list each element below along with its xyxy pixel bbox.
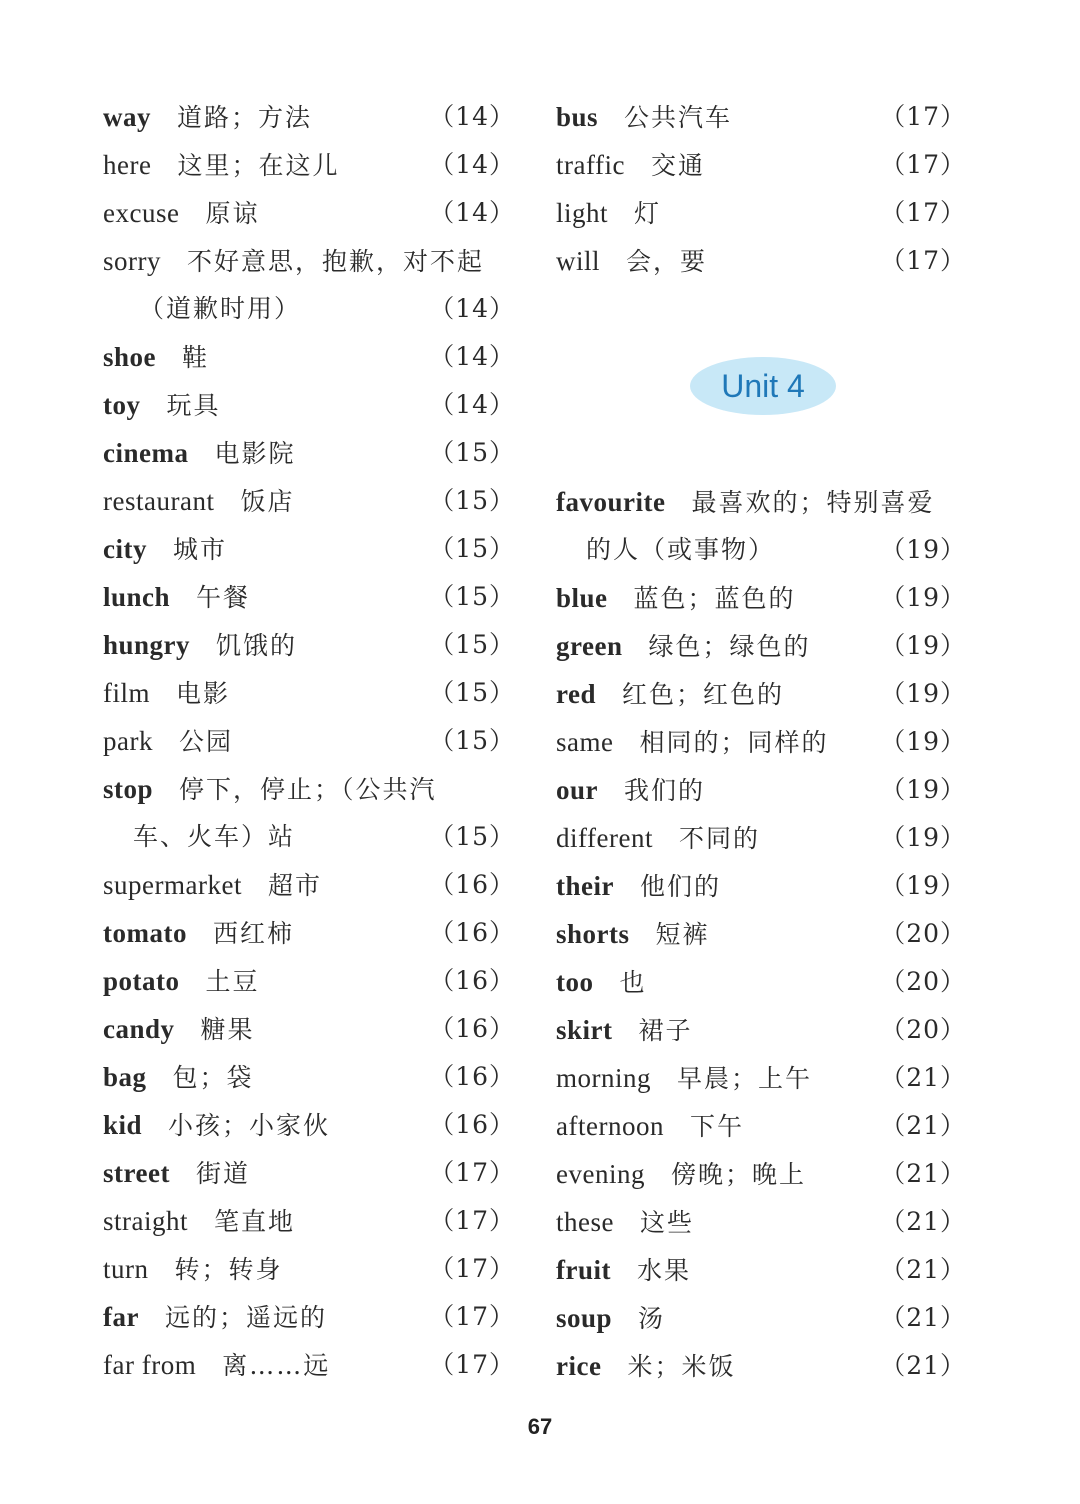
vocab-word: these bbox=[556, 1207, 614, 1237]
page-reference: （14） bbox=[429, 294, 515, 323]
vocab-entry bbox=[556, 1006, 966, 1054]
vocab-word: restaurant bbox=[103, 486, 215, 516]
vocab-entry bbox=[556, 766, 966, 814]
vocab-meaning: 小孩；小家伙 bbox=[168, 1111, 331, 1140]
page-reference: （14） bbox=[429, 198, 515, 227]
vocab-meaning: 不同的 bbox=[678, 824, 760, 853]
page-reference: （20） bbox=[880, 1015, 966, 1044]
vocab-word: shorts bbox=[556, 919, 630, 949]
page-reference: （20） bbox=[880, 967, 966, 996]
vocab-word: their bbox=[556, 871, 614, 901]
vocab-entry bbox=[103, 957, 515, 1005]
vocab-entry bbox=[556, 718, 966, 766]
page-number: 67 bbox=[527, 1414, 553, 1439]
vocab-entry bbox=[103, 669, 515, 717]
vocab-entry bbox=[103, 477, 515, 525]
vocab-word: red bbox=[556, 679, 596, 709]
vocab-entry bbox=[103, 1245, 515, 1293]
vocab-meaning: 他们的 bbox=[639, 872, 721, 901]
vocab-word: different bbox=[556, 823, 653, 853]
page-reference: （19） bbox=[880, 631, 966, 660]
vocab-entry bbox=[103, 861, 515, 909]
vocab-entry bbox=[103, 141, 515, 189]
vocab-entry bbox=[556, 1150, 966, 1198]
vocab-meaning: 道路；方法 bbox=[177, 103, 313, 132]
vocab-word: potato bbox=[103, 966, 180, 996]
vocab-word: candy bbox=[103, 1014, 175, 1044]
vocab-word: traffic bbox=[556, 150, 625, 180]
vocab-word: far from bbox=[103, 1350, 197, 1380]
vocab-entry-continuation bbox=[103, 285, 515, 333]
vocab-meaning: 公园 bbox=[178, 727, 233, 756]
vocab-meaning: 饥饿的 bbox=[216, 631, 298, 660]
vocab-meaning: 傍晚；晚上 bbox=[670, 1160, 806, 1189]
page-reference: （14） bbox=[429, 102, 515, 131]
page-reference: （16） bbox=[429, 1062, 515, 1091]
page-reference: （16） bbox=[429, 966, 515, 995]
vocab-word: rice bbox=[556, 1351, 602, 1381]
vocab-word: green bbox=[556, 631, 623, 661]
vocab-meaning: 街道 bbox=[195, 1159, 250, 1188]
vocab-word: lunch bbox=[103, 582, 171, 612]
vocab-meaning: 这些 bbox=[639, 1208, 694, 1237]
vocab-word: same bbox=[556, 727, 614, 757]
vocab-meaning: 最喜欢的；特别喜爱 bbox=[691, 488, 935, 517]
page-reference: （15） bbox=[429, 726, 515, 755]
vocab-word: straight bbox=[103, 1206, 188, 1236]
page-reference: （19） bbox=[880, 775, 966, 804]
vocab-word: sorry bbox=[103, 246, 161, 276]
vocab-word: turn bbox=[103, 1254, 149, 1284]
vocab-meaning: 离……远 bbox=[222, 1351, 331, 1380]
vocab-entry bbox=[103, 93, 515, 141]
page-reference: （19） bbox=[880, 583, 966, 612]
vocab-meaning: 停下，停止；（公共汽 bbox=[179, 775, 437, 804]
vocab-entry bbox=[556, 958, 966, 1006]
vocab-meaning: 糖果 bbox=[200, 1015, 255, 1044]
vocab-word: tomato bbox=[103, 918, 187, 948]
page-reference: （21） bbox=[880, 1207, 966, 1236]
vocab-word: morning bbox=[556, 1063, 651, 1093]
vocab-meaning: 早晨；上午 bbox=[677, 1064, 813, 1093]
page-reference: （15） bbox=[429, 630, 515, 659]
meaning-continuation: 车、火车）站 bbox=[133, 822, 296, 851]
page-reference: （14） bbox=[429, 342, 515, 371]
vocab-meaning: 也 bbox=[619, 968, 647, 997]
vocab-entry bbox=[556, 814, 966, 862]
vocab-meaning: 电影 bbox=[176, 679, 231, 708]
left-column bbox=[103, 93, 515, 1389]
vocab-word: skirt bbox=[556, 1015, 613, 1045]
vocab-word: fruit bbox=[556, 1255, 611, 1285]
vocab-meaning: 不好意思，抱歉，对不起 bbox=[187, 247, 485, 276]
page-reference: （15） bbox=[429, 582, 515, 611]
vocab-entry bbox=[103, 621, 515, 669]
vocab-word: city bbox=[103, 534, 147, 564]
vocab-word: kid bbox=[103, 1110, 143, 1140]
vocab-entry bbox=[556, 1246, 966, 1294]
vocab-entry-continuation bbox=[103, 813, 515, 861]
vocab-entry bbox=[556, 670, 966, 718]
vocab-meaning: 我们的 bbox=[624, 776, 706, 805]
vocab-entry bbox=[556, 910, 966, 958]
vocab-entry bbox=[103, 909, 515, 957]
vocab-entry bbox=[103, 525, 515, 573]
vocab-meaning: 饭店 bbox=[240, 487, 295, 516]
page-reference: （17） bbox=[429, 1158, 515, 1187]
page-reference: （17） bbox=[880, 150, 966, 179]
page-reference: （16） bbox=[429, 1014, 515, 1043]
vocab-meaning: 鞋 bbox=[182, 343, 210, 372]
vocab-meaning: 短裤 bbox=[655, 920, 710, 949]
vocab-word: favourite bbox=[556, 487, 666, 517]
vocab-word: stop bbox=[103, 774, 154, 804]
vocab-meaning: 公共汽车 bbox=[624, 103, 733, 132]
vocab-meaning: 超市 bbox=[267, 871, 322, 900]
meaning-continuation: 的人（或事物） bbox=[586, 535, 776, 564]
vocab-entry bbox=[556, 141, 966, 189]
page-reference: （21） bbox=[880, 1303, 966, 1332]
page-reference: （14） bbox=[429, 390, 515, 419]
vocab-meaning: 远的；遥远的 bbox=[164, 1303, 327, 1332]
vocab-word: toy bbox=[103, 390, 141, 420]
vocab-meaning: 相同的；同样的 bbox=[639, 728, 829, 757]
vocab-entry bbox=[103, 1101, 515, 1149]
vocab-entry bbox=[556, 1342, 966, 1390]
meaning-continuation: （道歉时用） bbox=[139, 294, 302, 323]
vocab-entry bbox=[556, 1198, 966, 1246]
vocab-entry bbox=[103, 381, 515, 429]
vocab-entry bbox=[103, 717, 515, 765]
page-reference: （17） bbox=[880, 246, 966, 275]
vocab-entry bbox=[556, 1294, 966, 1342]
vocab-entry bbox=[103, 1293, 515, 1341]
page-reference: （17） bbox=[429, 1254, 515, 1283]
page-reference: （20） bbox=[880, 919, 966, 948]
vocab-word: bus bbox=[556, 102, 599, 132]
vocab-word: shoe bbox=[103, 342, 157, 372]
vocab-word: way bbox=[103, 102, 151, 132]
vocab-word: light bbox=[556, 198, 609, 228]
right-column bbox=[556, 93, 966, 1390]
page-reference: （19） bbox=[880, 727, 966, 756]
unit-heading bbox=[556, 285, 966, 478]
vocab-entry bbox=[103, 237, 515, 285]
vocab-meaning: 绿色；绿色的 bbox=[648, 632, 811, 661]
vocab-meaning: 蓝色；蓝色的 bbox=[633, 584, 796, 613]
page-reference: （17） bbox=[429, 1350, 515, 1379]
page-reference: （15） bbox=[429, 678, 515, 707]
vocab-word: film bbox=[103, 678, 150, 708]
vocab-entry bbox=[556, 237, 966, 285]
vocab-meaning: 汤 bbox=[638, 1304, 666, 1333]
vocab-word: soup bbox=[556, 1303, 613, 1333]
page-reference: （17） bbox=[880, 198, 966, 227]
vocab-entry bbox=[103, 1341, 515, 1389]
vocab-meaning: 裙子 bbox=[638, 1016, 693, 1045]
vocab-meaning: 午餐 bbox=[196, 583, 251, 612]
page-reference: （14） bbox=[429, 150, 515, 179]
vocab-entry bbox=[103, 189, 515, 237]
page-reference: （19） bbox=[880, 871, 966, 900]
page-reference: （17） bbox=[880, 102, 966, 131]
page-reference: （15） bbox=[429, 486, 515, 515]
vocab-word: our bbox=[556, 775, 598, 805]
vocab-entry bbox=[103, 1149, 515, 1197]
page-reference: （16） bbox=[429, 918, 515, 947]
vocab-word: will bbox=[556, 246, 601, 276]
vocab-word: cinema bbox=[103, 438, 189, 468]
page-reference: （16） bbox=[429, 1110, 515, 1139]
vocab-meaning: 灯 bbox=[634, 199, 662, 228]
vocab-word: street bbox=[103, 1158, 170, 1188]
page-reference: （21） bbox=[880, 1159, 966, 1188]
vocab-meaning: 笔直地 bbox=[214, 1207, 296, 1236]
vocab-meaning: 转；转身 bbox=[174, 1255, 283, 1284]
vocab-entry bbox=[556, 1054, 966, 1102]
page-reference: （19） bbox=[880, 535, 966, 564]
vocab-word: hungry bbox=[103, 630, 191, 660]
vocab-word: here bbox=[103, 150, 152, 180]
vocab-entry-continuation bbox=[556, 526, 966, 574]
page-reference: （17） bbox=[429, 1302, 515, 1331]
vocab-meaning: 红色；红色的 bbox=[622, 680, 785, 709]
vocab-word: far bbox=[103, 1302, 139, 1332]
vocab-entry bbox=[103, 1005, 515, 1053]
page-reference: （21） bbox=[880, 1255, 966, 1284]
vocab-entry bbox=[103, 429, 515, 477]
vocab-entry bbox=[556, 862, 966, 910]
vocab-meaning: 原谅 bbox=[205, 199, 260, 228]
vocab-meaning: 西红柿 bbox=[212, 919, 294, 948]
vocab-meaning: 会，要 bbox=[626, 247, 708, 276]
vocab-entry bbox=[103, 765, 515, 813]
vocab-meaning: 城市 bbox=[172, 535, 227, 564]
page-reference: （19） bbox=[880, 679, 966, 708]
right-top-list bbox=[556, 93, 966, 285]
page-reference: （15） bbox=[429, 534, 515, 563]
vocab-entry bbox=[103, 333, 515, 381]
unit-4-badge: Unit 4 bbox=[690, 357, 836, 415]
vocab-meaning: 水果 bbox=[636, 1256, 691, 1285]
vocab-meaning: 下午 bbox=[689, 1112, 744, 1141]
vocab-entry bbox=[556, 1102, 966, 1150]
vocab-meaning: 玩具 bbox=[166, 391, 221, 420]
vocab-entry bbox=[556, 189, 966, 237]
vocab-meaning: 土豆 bbox=[205, 967, 260, 996]
vocab-entry bbox=[103, 1197, 515, 1245]
vocab-entry bbox=[556, 574, 966, 622]
vocab-entry bbox=[556, 93, 966, 141]
vocab-entry bbox=[556, 622, 966, 670]
vocab-meaning: 这里；在这儿 bbox=[177, 151, 340, 180]
vocab-word: afternoon bbox=[556, 1111, 664, 1141]
vocab-word: supermarket bbox=[103, 870, 242, 900]
vocab-word: evening bbox=[556, 1159, 645, 1189]
page-reference: （15） bbox=[429, 822, 515, 851]
vocab-word: park bbox=[103, 726, 153, 756]
vocab-entry bbox=[556, 478, 966, 526]
page-reference: （15） bbox=[429, 438, 515, 467]
vocab-word: too bbox=[556, 967, 594, 997]
vocab-entry bbox=[103, 573, 515, 621]
page-reference: （16） bbox=[429, 870, 515, 899]
page-reference: （21） bbox=[880, 1351, 966, 1380]
page-reference: （19） bbox=[880, 823, 966, 852]
page-reference: （17） bbox=[429, 1206, 515, 1235]
page-reference: （21） bbox=[880, 1111, 966, 1140]
vocab-meaning: 包；袋 bbox=[172, 1063, 254, 1092]
vocab-word: excuse bbox=[103, 198, 180, 228]
vocab-meaning: 交通 bbox=[650, 151, 705, 180]
vocab-meaning: 米；米饭 bbox=[627, 1352, 736, 1381]
vocab-entry bbox=[103, 1053, 515, 1101]
vocab-word: bag bbox=[103, 1062, 147, 1092]
vocab-meaning: 电影院 bbox=[214, 439, 296, 468]
vocab-word: blue bbox=[556, 583, 608, 613]
page-reference: （21） bbox=[880, 1063, 966, 1092]
right-bottom-list bbox=[556, 478, 966, 1390]
